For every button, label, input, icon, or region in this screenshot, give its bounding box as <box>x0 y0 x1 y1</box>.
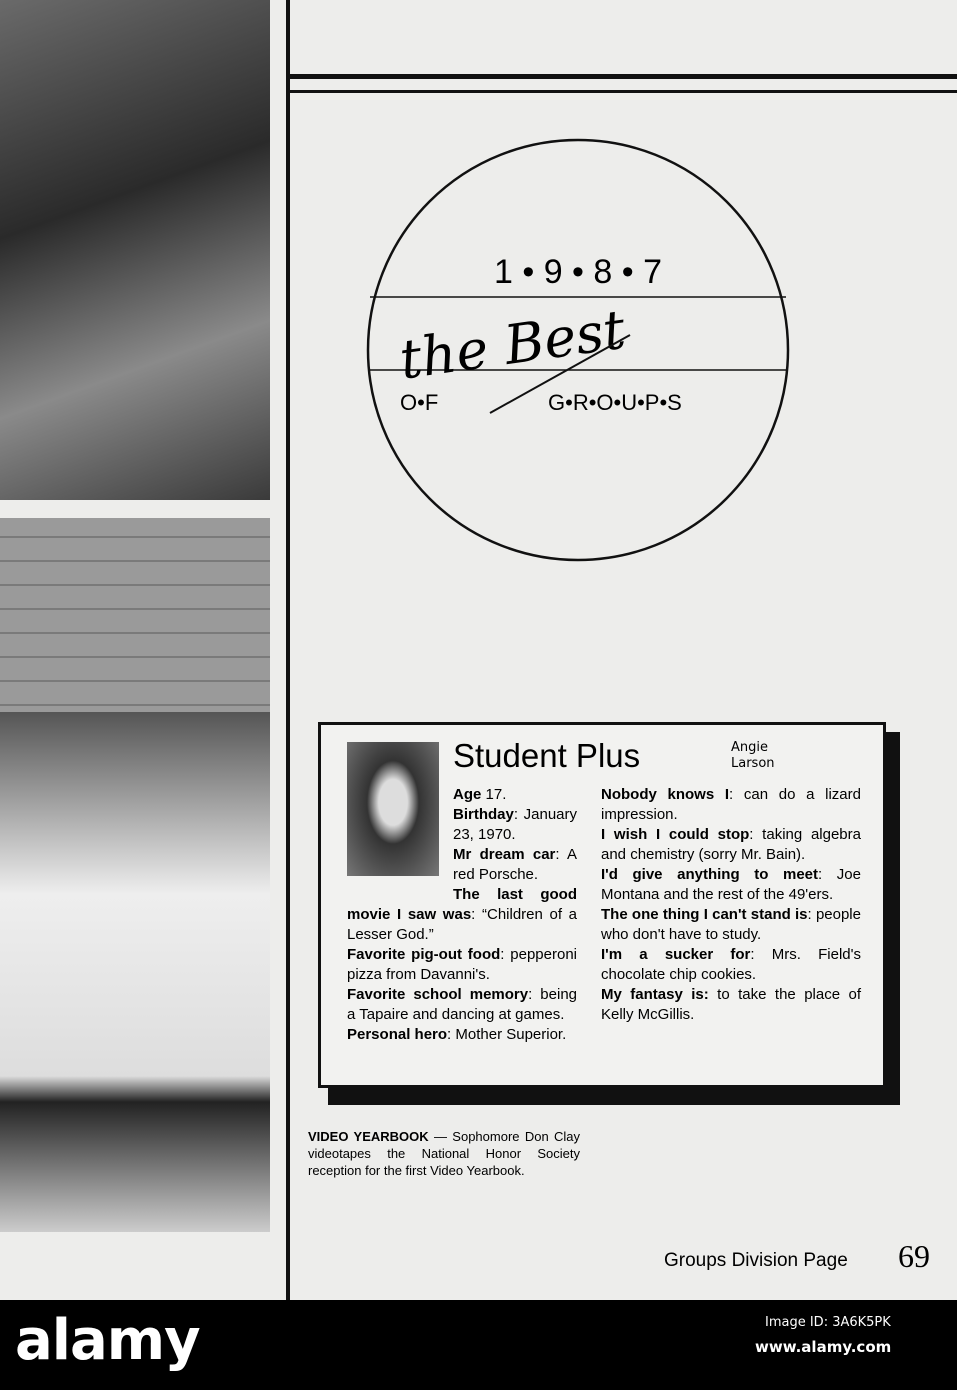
feature-author: Angie Larson <box>731 740 775 771</box>
qa-column-right: Nobody knows I: can do a lizard impression. I wish I could stop: taking algebra and chemistry (sorry Mr. Bain). I'd give anything to meet: Joe Montana and the rest of the 49'ers. The one thing I can't stand is: people who don't have to study. I'm a sucker for: Mrs. Field's chocolate chip cookies. My fantasy is: to take the place of Kelly McGillis. <box>601 786 862 1023</box>
logo-groups: G•R•O•U•P•S <box>548 390 682 415</box>
divider-top <box>290 74 957 79</box>
watermark-bar <box>0 1300 957 1390</box>
page-number: 69 <box>898 1238 930 1274</box>
watermark-url: www.alamy.com <box>755 1338 892 1356</box>
logo-script: the Best <box>395 297 630 392</box>
qa-column-left: Age 17. Birthday: January 23, 1970. Mr dream car: A red Porsche. The last good movie I saw was: “Children of a Lesser God.” Favorite pig-out food: pepperoni pizza from Davanni's. Favorite school memory: being a Tapaire and dancing at games. Personal hero: Mother Superior. <box>347 786 578 1043</box>
divider-vertical <box>286 0 290 1300</box>
divider-top-thin <box>290 90 957 93</box>
best-of-groups-logo <box>360 135 800 565</box>
student-plus-box <box>318 722 886 1088</box>
feature-title: Student Plus <box>453 737 641 774</box>
photo-trumpet-player <box>0 518 270 1232</box>
watermark-image-id: Image ID: 3A6K5PK <box>765 1315 891 1330</box>
logo-year: 1 • 9 • 8 • 7 <box>493 253 663 291</box>
watermark-logo: alamy <box>15 1308 200 1373</box>
photo-caption: VIDEO YEARBOOK — Sophomore Don Clay videotapes the National Honor Society reception for the first Video Yearbook. <box>308 1129 580 1178</box>
footer-label: Groups Division Page <box>664 1250 848 1271</box>
photo-videographer <box>0 0 270 500</box>
logo-of: O•F <box>400 390 439 415</box>
